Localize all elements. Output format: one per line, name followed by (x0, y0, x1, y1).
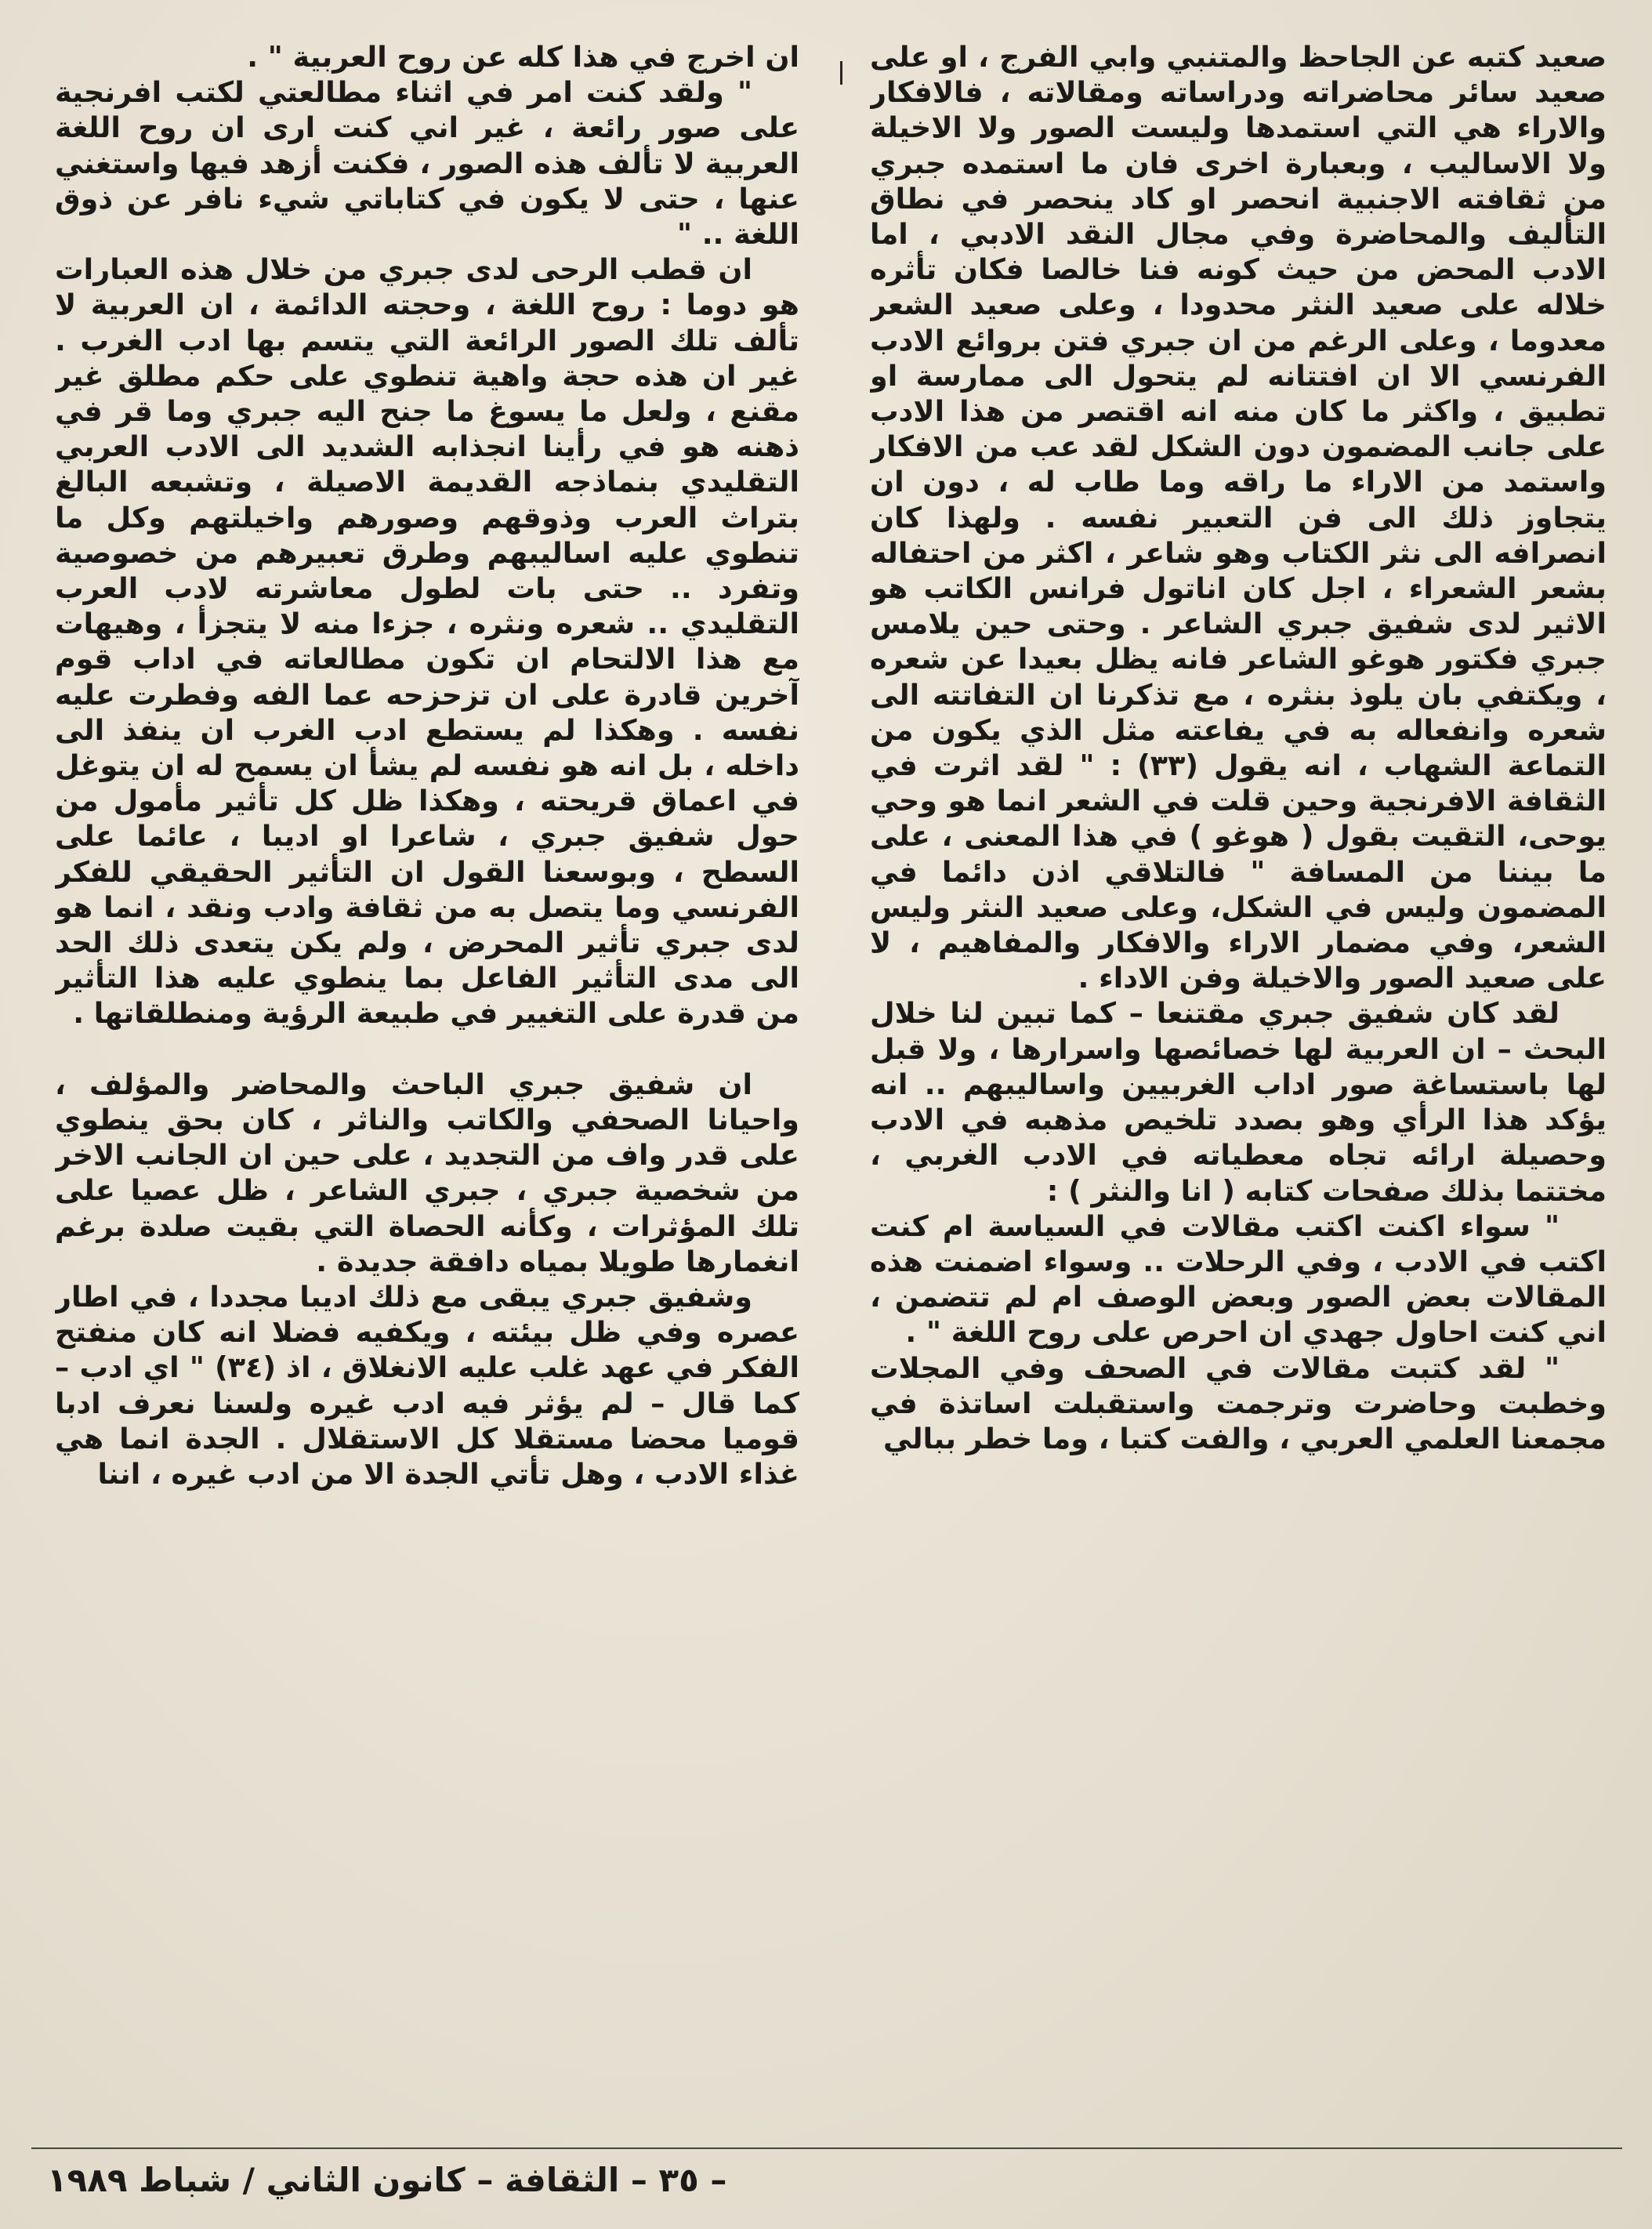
page-footer: – ٣٥ – الثقافة – كانون الثاني / شباط ١٩٨٩ (47, 2161, 727, 2199)
paragraph: ان قطب الرحى لدى جبري من خلال هذه العبارات هو دوما : روح اللغة ، وحجته الدائمة ، ان العربية لا تألف تلك الصور الرائعة التي يتسم بها ادب الغرب . غير ان هذه حجة واهية تنطوي على حكم مطلق غير مقنع ، ولعل ما يسوغ ما جنح اليه جبري وما قر في ذهنه هو في رأينا انجذابه الشديد الى الادب العربي التقليدي بنماذجه القديمة الاصيلة ، وتشبعه البالغ بتراث العرب وذوقهم وصورهم واخيلتهم وكل ما تنطوي عليه اساليبهم وطرق تعبيرهم من خصوصية وتفرد .. حتى بات لطول معاشرته لادب العرب التقليدي .. شعره ونثره ، جزءا منه لا يتجزأ ، وهيهات مع هذا الالتحام ان تكون مطالعاته في اداب قوم آخرين قادرة على ان تزحزحه عما الفه وفطرت عليه نفسه . وهكذا لم يستطع ادب الغرب ان ينفذ الى داخله ، بل انه هو نفسه لم يشأ ان يسمح له ان يتوغل في اعماق قريحته ، وهكذا ظل كل تأثير مأمول من حول شفيق جبري ، شاعرا او اديبا ، عائما على السطح ، وبوسعنا القول ان التأثير الحقيقي للفكر الفرنسي وما يتصل به من ثقافة وادب ونقد ، انما هو لدى جبري تأثير المحرض ، ولم يكن يتعدى ذلك الحد الى مدى التأثير الفاعل بما ينطوي عليه هذا التأثير من قدرة على التغيير في طبيعة الرؤية ومنطلقاتها . (55, 252, 799, 1031)
paragraph: ان شفيق جبري الباحث والمحاضر والمؤلف ، واحيانا الصحفي والكاتب والناثر ، كان بحق ينطوي على قدر واف من التجديد ، على حين ان الجانب الاخر من شخصية جبري ، جبري الشاعر ، ظل عصيا على تلك المؤثرات ، وكأنه الحصاة التي بقيت صلدة برغم انغمارها طويلا بمياه دافقة جديدة . (55, 1067, 799, 1278)
paragraph: وشفيق جبري يبقى مع ذلك اديبا مجددا ، في اطار عصره وفي ظل بيئته ، ويكفيه فضلا انه كان منفتح الفكر في عهد غلب عليه الانغلاق ، اذ (٣٤) " اي ادب – كما قال – لم يؤثر فيه ادب غيره ولسنا نعرف ادبا قوميا محضا مستقلا كل الاستقلال . الجدة انما هي غذاء الادب ، وهل تأتي الجدة الا من ادب غيره ، اننا (55, 1279, 799, 1491)
paragraph: ان اخرج في هذا كله عن روح العربية " . (247, 40, 799, 74)
quote-paragraph: " سواء اكنت اكتب مقالات في السياسة ام كنت اكتب في الادب ، وفي الرحلات .. وسواء اضمنت هذه المقالات بعض الصور وبعض الوصف ام لم تتضمن ، اني كنت احاول جهدي ان احرص على روح اللغة " . (870, 1209, 1607, 1350)
left-column (55, 39, 799, 2053)
quote-paragraph: " لقد كتبت مقالات في الصحف وفي المجلات وخطبت وحاضرت وترجمت واستقبلت اساتذة في مجمعنا العلمي العربي ، والفت كتبا ، وما خطر ببالي (870, 1350, 1607, 1455)
column-divider (840, 61, 842, 85)
quote-paragraph: " ولقد كنت امر في اثناء مطالعتي لكتب افرنجية على صور رائعة ، غير اني كنت ارى ان روح اللغة العربية لا تألف هذه الصور ، فكنت أزهد فيها واستغني عنها ، حتى لا يكون في كتاباتي شيء نافر عن ذوق اللغة .. " (55, 75, 799, 252)
right-column (870, 39, 1607, 2053)
paragraph-gap (55, 1031, 799, 1067)
paragraph: لقد كان شفيق جبري مقتنعا – كما تبين لنا خلال البحث – ان العربية لها خصائصها واسرارها ، ولا قبل لها باستساغة صور اداب الغربيين واساليبهم .. انه يؤكد هذا الرأي وهو بصدد تلخيص مذهبه في الادب وحصيلة ارائه تجاه معطياته في الادب الغربي ، مختتما بذلك صفحات كتابه ( انا والنثر ) : (870, 996, 1607, 1208)
paragraph: صعيد كتبه عن الجاحظ والمتنبي وابي الفرج ، او على صعيد سائر محاضراته ودراساته ومقالاته ، فالافكار والاراء هي التي استمدها وليست الصور ولا الاخيلة ولا الاساليب ، وبعبارة اخرى فان ما استمده جبري من ثقافته الاجنبية انحصر او كاد ينحصر في نطاق التأليف والمحاضرة وفي مجال النقد الادبي ، اما الادب المحض من حيث كونه فنا خالصا فكان تأثره خلاله على صعيد النثر محدودا ، وعلى صعيد الشعر معدوما ، وعلى الرغم من ان جبري فتن بروائع الادب الفرنسي الا ان افتتانه لم يتحول الى ممارسة او تطبيق ، واكثر ما كان منه انه اقتصر من هذا الادب على جانب المضمون دون الشكل لقد عب من الافكار واستمد من الاراء ما راقه وما طاب له ، دون ان يتجاوز ذلك الى فن التعبير نفسه . ولهذا كان انصرافه الى نثر الكتاب وهو شاعر ، اكثر من احتفاله بشعر الشعراء ، اجل كان اناتول فرانس الكاتب هو الاثير لدى شفيق جبري الشاعر . وحتى حين يلامس جبري فكتور هوغو الشاعر فانه يظل بعيدا عن شعره ، ويكتفي بان يلوذ بنثره ، مع تذكرنا ان التفاتته الى شعره وانفعاله به في يفاعته مثل الذي يكون من التماعة الشهاب ، انه يقول (٣٣) : " لقد اثرت في الثقافة الافرنجية وحين قلت في الشعر انما هو وحي يوحى، التقيت بقول ( هوغو ) في هذا المعنى ، على ما بيننا من المسافة " فالتلاقي اذن دائما في المضمون وليس في الشكل، وعلى صعيد النثر وليس الشعر، وفي مضمار الاراء والافكار والمفاهيم ، لا على صعيد الصور والاخيلة وفن الاداء . (870, 40, 1607, 995)
footer-rule (31, 2147, 1622, 2149)
